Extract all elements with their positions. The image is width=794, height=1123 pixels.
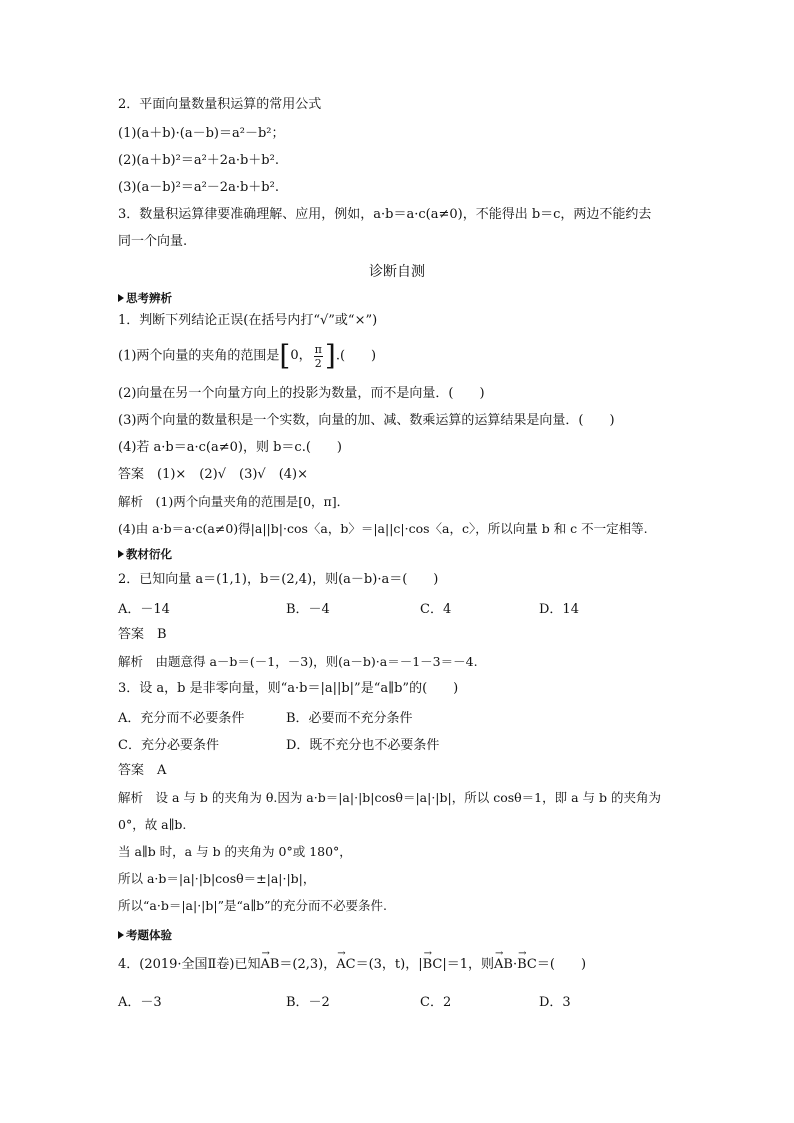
q3-option-b: B．必要而不充分条件 [286,711,413,726]
vector-bc: → BC [423,956,443,974]
q3-analysis-2: 0°，故 a∥b. [118,817,187,832]
interval-start: 0， [290,348,312,363]
q1-analysis-2: (4)由 a·b＝a·c(a≠0)得|a||b|·cos〈a，b〉＝|a||c|·cos〈a，c〉，所以向量 b 和 c 不一定相等. [118,521,648,536]
q2-option-c: C．4 [420,602,452,617]
tag-textbook [118,546,172,562]
q1-stem: 1．判断下列结论正误(在括号内打“√”或“×”) [118,313,378,328]
q3-option-d: D．既不充分也不必要条件 [286,738,440,753]
q3-analysis-1: 解析 设 a 与 b 的夹角为 θ.因为 a·b＝|a|·|b|cosθ＝|a|·|b|，所以 cosθ＝1，即 a 与 b 的夹角为 [118,790,661,805]
q1-s1-prefix: (1)两个向量的夹角的范围是 [118,348,280,364]
q4-option-a: A．－3 [118,995,162,1010]
q1-statement-1 [118,339,377,372]
tag-exam [118,927,172,943]
q1-s1-suffix: .( ) [335,348,377,364]
interval-expression [279,339,336,372]
q2-option-d: D．14 [539,602,579,617]
triangle-icon [118,294,124,302]
tag-think [118,290,172,306]
triangle-icon [118,931,124,939]
q2-answer: 答案 B [118,627,167,642]
tag-textbook-label: 教材衍化 [126,547,172,561]
formula-title: 2．平面向量数量积运算的常用公式 [118,97,322,112]
note-line-2: 同一个向量. [118,234,188,249]
q1-analysis-1: 解析 (1)两个向量夹角的范围是[0，π]． [118,494,350,509]
frac-denominator: 2 [314,356,322,370]
q4-suffix: ＝( ) [536,957,587,972]
q4-prefix: 4．(2019·全国Ⅱ卷)已知 [118,957,261,972]
triangle-icon [118,550,124,558]
tag-exam-label: 考题体验 [126,928,172,942]
q3-option-a: A．充分而不必要条件 [118,711,245,726]
left-bracket: [ [279,339,291,372]
q4-stem [118,956,586,974]
q4-option-b: B．－2 [286,995,330,1010]
section-title: 诊断自测 [369,264,425,280]
note-line-1: 3．数量积运算律要准确理解、应用，例如，a·b＝a·c(a≠0)，不能得出 b＝c，两边不能约去 [118,207,652,222]
q4-part-2: ＝(3，t)，| [355,957,423,972]
vector-ac: → AC [336,956,355,974]
q1-answer: 答案 (1)× (2)√ (3)√ (4)× [118,467,309,482]
q4-dot: · [512,957,518,972]
formula-2: (2)(a＋b)²＝a²＋2a·b＋b². [118,153,279,168]
formula-1: (1)(a＋b)·(a－b)＝a²－b²； [118,126,285,141]
q1-statement-4: (4)若 a·b＝a·c(a≠0)，则 b＝c.( ) [118,440,342,455]
q2-analysis: 解析 由题意得 a－b＝(－1，－3)，则(a－b)·a＝－1－3＝－4. [118,654,478,669]
q4-part-3: |＝1，则 [442,957,495,972]
q4-option-d: D．3 [539,995,571,1010]
q4-part-1: ＝(2,3)， [279,957,337,972]
vector-ab-2: → AB [494,956,513,974]
q1-statement-3: (3)两个向量的数量积是一个实数，向量的加、减、数乘运算的运算结果是向量．( ) [118,413,615,428]
q3-analysis-5: 所以“a·b＝|a|·|b|”是“a∥b”的充分而不必要条件. [118,898,387,913]
q3-option-c: C．充分必要条件 [118,738,219,753]
q2-stem: 2．已知向量 a＝(1,1)，b＝(2,4)，则(a－b)·a＝( ) [118,572,439,587]
vector-bc-2: → BC [517,956,537,974]
right-bracket: ] [324,339,336,372]
formula-3: (3)(a－b)²＝a²－2a·b＋b². [118,180,279,195]
q3-analysis-3: 当 a∥b 时，a 与 b 的夹角为 0°或 180°， [118,844,352,859]
tag-think-label: 思考辨析 [126,291,172,305]
pi-over-two [314,343,323,370]
q4-option-c: C．2 [420,995,452,1010]
vector-ab: → AB [260,956,279,974]
q1-statement-2: (2)向量在另一个向量方向上的投影为数量，而不是向量．( ) [118,386,485,401]
q3-analysis-4: 所以 a·b＝|a|·|b|cosθ＝±|a|·|b|， [118,871,316,886]
frac-numerator: π [314,342,322,356]
q2-option-a: A．－14 [118,602,170,617]
q3-answer: 答案 A [118,763,167,778]
q2-option-b: B．－4 [286,602,330,617]
q3-stem: 3．设 a，b 是非零向量，则“a·b＝|a||b|”是“a∥b”的( ) [118,681,459,696]
